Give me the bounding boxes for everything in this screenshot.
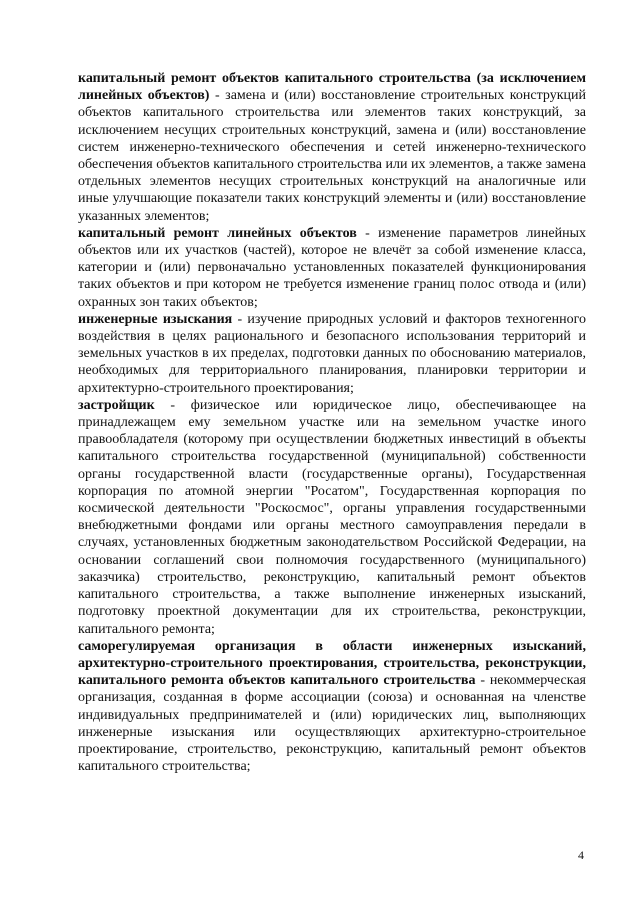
definition-body: - некоммерческая организация, созданная в форме ассоциации (союза) и основанная на членстве индивидуальных предпринимателей и (или) юридических лиц, выполняющих инженерные изыскания или осуществляющих архитектурно-строительное проектирование, строительство, реконструкцию, капитальный ремонт объектов капитального строительства; bbox=[78, 673, 586, 775]
definition-capital-repair-linear bbox=[78, 225, 586, 311]
definition-term: инженерные изыскания bbox=[78, 311, 233, 327]
page-number: 4 bbox=[578, 848, 584, 862]
definition-term: саморегулируемая организация в области инженерных изысканий, архитектурно-строительного проектирования, строительства, реконструкции, капитального ремонта объектов капитального строительства bbox=[78, 638, 586, 689]
definition-body: - замена и (или) восстановление строительных конструкций объектов капитального строительства или элементов таких конструкций, за исключением несущих строительных конструкций, замена и (или) восстановление систем инженерно-технического обеспечения и сетей инженерно-технического обеспечения объектов капитального строительства или их элементов, а также замена отдельных элементов несущих строительных конструкций на аналогичные или иные улучшающие показатели таких конструкций элементы и (или) восстановление указанных элементов; bbox=[78, 88, 586, 224]
definition-term: застройщик bbox=[78, 397, 155, 413]
definition-body: - изменение параметров линейных объектов или их участков (частей), которое не влечёт за собой изменение класса, категории и (или) первоначально установленных показателей функционирования таких объектов и при котором не требуется изменение границ полос отвода и (или) охранных зон таких объектов; bbox=[78, 225, 586, 310]
definition-term: капитальный ремонт объектов капитального строительства (за исключением линейных объектов) bbox=[78, 71, 586, 104]
definition-body: - изучение природных условий и факторов техногенного воздействия в целях рационального и безопасного использования территорий и земельных участков в их пределах, подготовки данных по обоснованию материалов, необходимых для территориального планирования, планировки территории и архитектурно-строительного проектирования; bbox=[78, 311, 586, 396]
definition-self-regulatory-organization bbox=[78, 638, 586, 776]
definition-term: капитальный ремонт линейных объектов bbox=[78, 225, 357, 241]
definition-developer bbox=[78, 397, 586, 638]
definition-capital-repair-objects bbox=[78, 70, 586, 225]
definition-body: - физическое или юридическое лицо, обеспечивающее на принадлежащем ему земельном участке или на земельном участке иного правообладателя (которому при осуществлении бюджетных инвестиций в объекты капитального строительства государственной (муниципальной) собственности органы государственной власти (государственные органы), Государственная корпорация по атомной энергии "Росатом", Государственная корпорация по космической деятельности "Роскосмос", органы управления государственными внебюджетными фондами или органы местного самоуправления передали в случаях, установленных бюджетным законодательством Российской Федерации, на основании соглашений свои полномочия государственного (муниципального) заказчика) строительство, реконструкцию, капитальный ремонт объектов капитального строительства, а также выполнение инженерных изысканий, подготовку проектной документации для их строительства, реконструкции, капитального ремонта; bbox=[78, 397, 586, 637]
definitions-text bbox=[78, 70, 586, 775]
definition-engineering-surveys bbox=[78, 311, 586, 397]
